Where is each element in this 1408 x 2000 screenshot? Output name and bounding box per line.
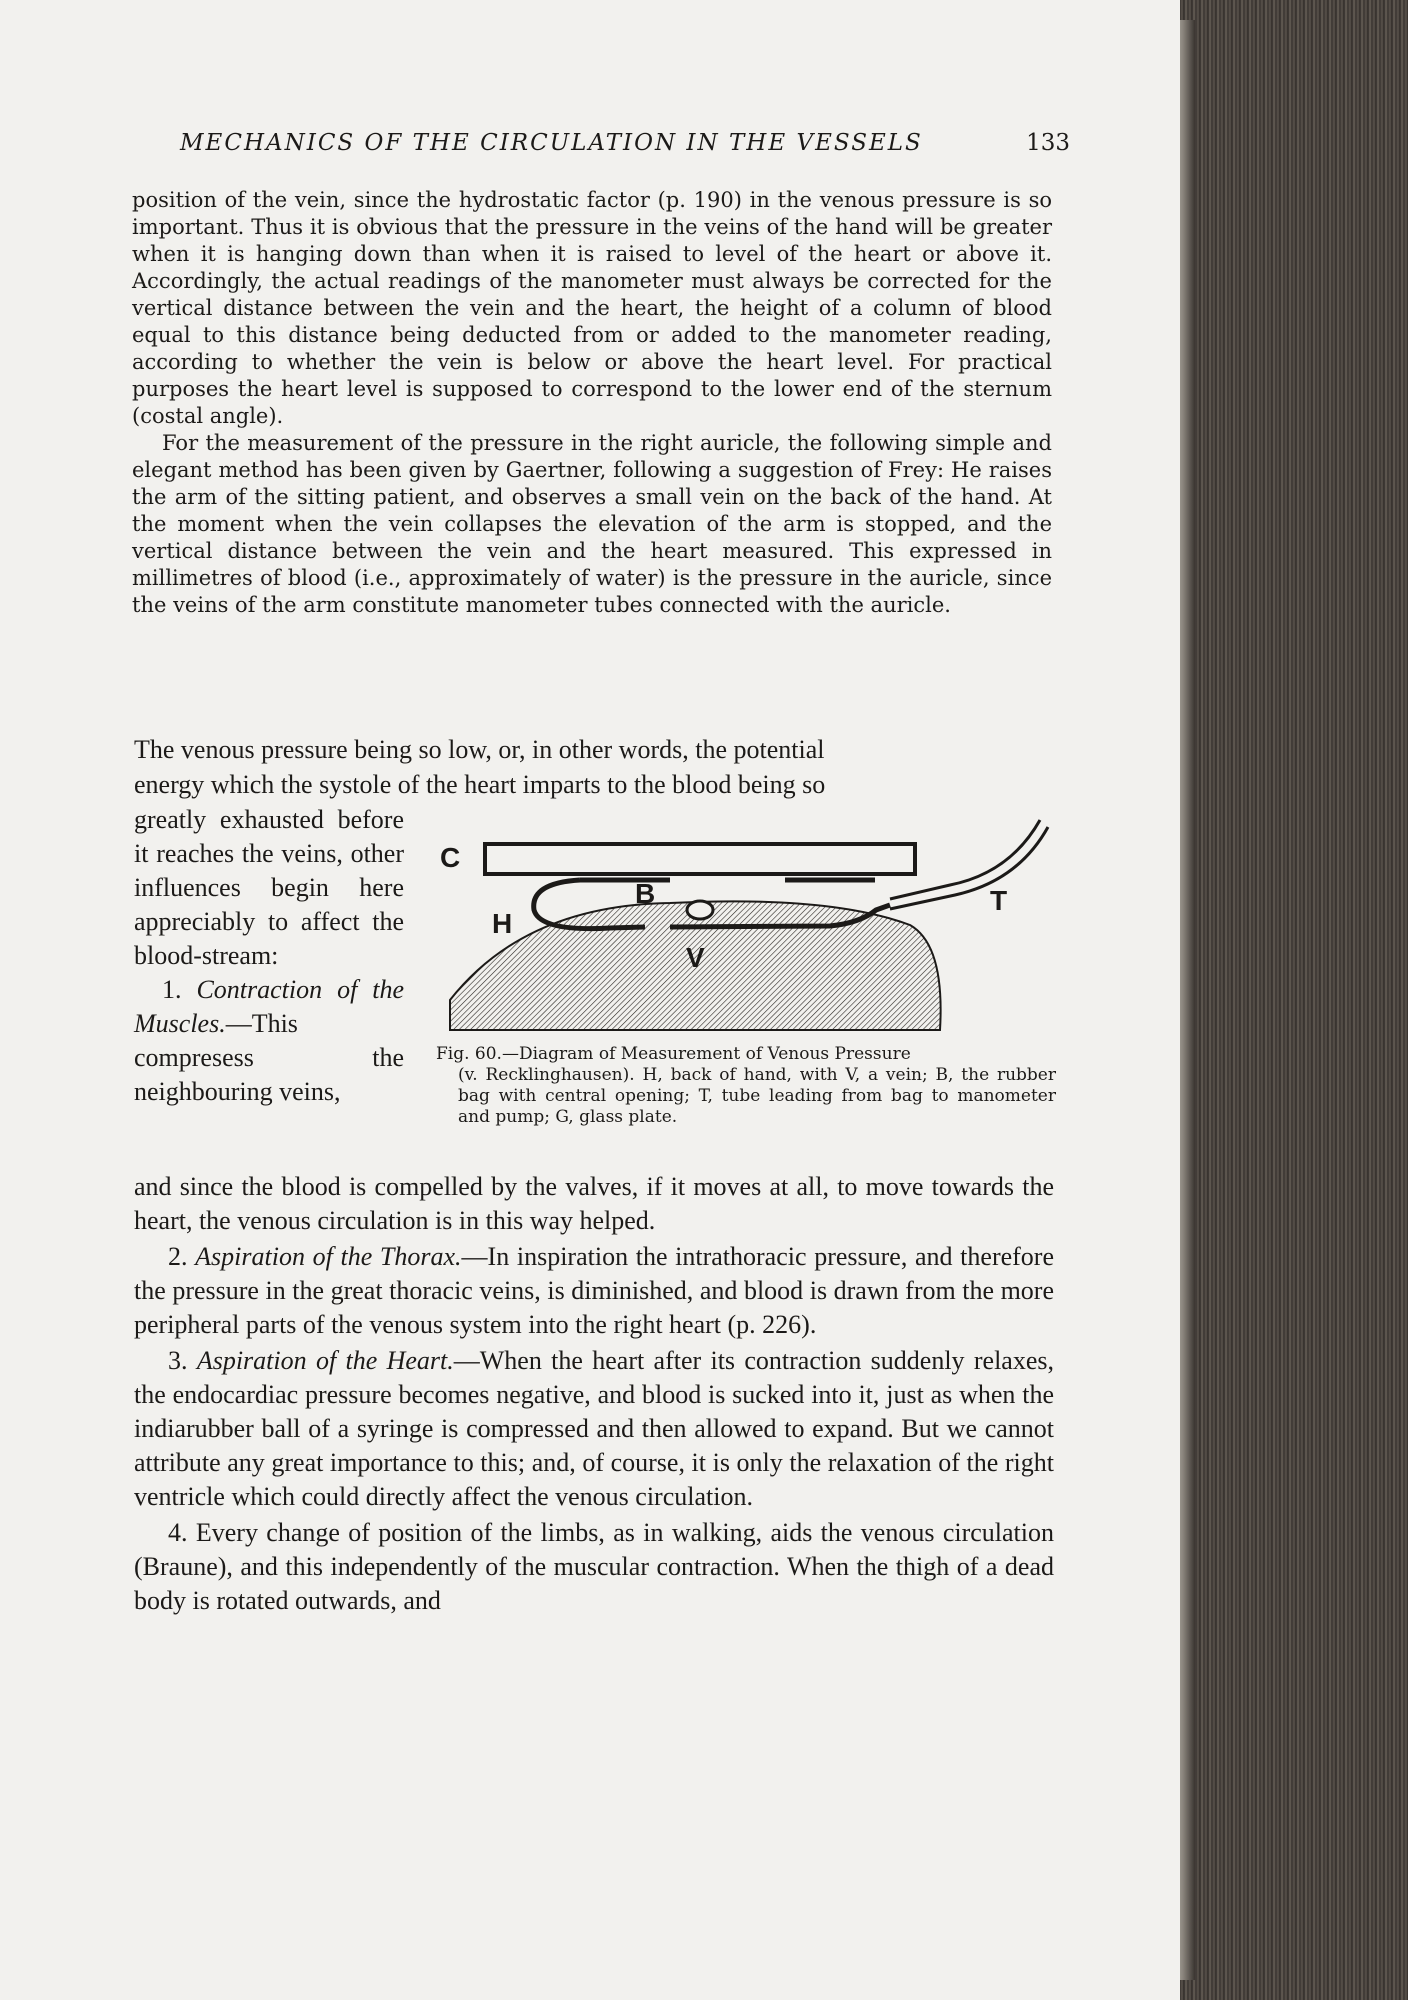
vein (687, 901, 713, 919)
list-item-4-number: 4. (168, 1518, 188, 1547)
list-item-4 (134, 1516, 1054, 1618)
running-head-title: MECHANICS OF THE CIRCULATION IN THE VESSELS (180, 130, 923, 156)
figure-diagram (430, 815, 1060, 1039)
figure-caption-rest: (v. Recklinghausen). H, back of hand, with V, a vein; B, the rubber bag with central opening; T, tube leading from bag to manometer and pump; G, glass plate. (458, 1065, 1056, 1127)
label-h: H (492, 908, 513, 939)
book-page-edges (1180, 0, 1408, 2000)
figure-caption-line-1: Fig. 60.—Diagram of Measurement of Venous Pressure (436, 1044, 911, 1064)
label-b: B (635, 878, 656, 909)
list-item-3-text: —When the heart after its contraction suddenly relaxes, the endocardiac pressure becomes negative, and blood is sucked into it, just as when the indiarubber ball of a syringe is compressed and then allowed to expand. But we cannot attribute any great importance to this; and, of course, it is only the relaxation of the right ventricle which could directly affect the venous circulation. (134, 1346, 1054, 1511)
running-head (180, 130, 1070, 156)
glass-plate (485, 844, 915, 874)
list-item-3 (134, 1344, 1054, 1514)
intro-line-1: The venous pressure being so low, or, in other words, the potential (134, 735, 825, 764)
list-item-1 (134, 973, 404, 1109)
page-number: 133 (1026, 130, 1070, 156)
small-print-block (132, 187, 1052, 619)
list-item-1-text: —This compresess the neighbouring veins, (134, 1009, 404, 1106)
narrow-column-text: greatly exhausted before it reaches the veins, other influences begin here appreciably to affect the blood-stream: (134, 805, 404, 970)
after-figure-text: and since the blood is compelled by the valves, if it moves at all, to move towards the heart, the venous circulation is in this way helped. (134, 1172, 1054, 1235)
narrow-column (134, 803, 404, 1109)
list-item-2-title: Aspiration of the Thorax. (195, 1242, 462, 1271)
small-paragraph-2: For the measurement of the pressure in the right auricle, the following simple and elegant method has been given by Gaertner, following a suggestion of Frey: He raises the arm of the sitting patient, and observes a small vein on the back of the hand. At the moment when the vein collapses the elevation of the arm is stopped, and the vertical distance between the vein and the heart measured. This expressed in millimetres of blood (i.e., approximately of water) is the pressure in the auricle, since the veins of the arm constitute manometer tubes connected with the auricle. (132, 431, 1052, 617)
list-item-2-text: —In inspiration the intrathoracic pressure, and therefore the pressure in the great thoracic veins, is diminished, and blood is drawn from the more peripheral parts of the venous system into the right heart (p. 226). (134, 1242, 1054, 1339)
label-t: T (990, 885, 1008, 916)
list-item-1-number: 1. (162, 975, 182, 1004)
figure-caption (436, 1044, 1056, 1128)
list-item-3-number: 3. (168, 1346, 188, 1375)
list-item-3-title: Aspiration of the Heart. (196, 1346, 454, 1375)
small-paragraph-1: position of the vein, since the hydrostatic factor (p. 190) in the venous pressure is so important. Thus it is obvious that the pressure in the veins of the hand will be greater when it is hanging down than when it is raised to level of the heart or above it. Accordingly, the actual readings of the manometer must always be corrected for the vertical distance between the vein and the heart, the height of a column of blood equal to this distance being deducted from or added to the manometer reading, according to whether the vein is below or above the heart level. For practical purposes the heart level is supposed to correspond to the lower end of the sternum (costal angle). (132, 188, 1052, 428)
label-v: V (686, 942, 705, 973)
list-item-1-title: Contraction of the Muscles. (134, 975, 404, 1038)
main-text-block (134, 1170, 1054, 1620)
label-c: C (440, 842, 461, 873)
intro-line-2: energy which the systole of the heart imparts to the blood being so (134, 770, 826, 799)
list-item-2 (134, 1240, 1054, 1342)
venous-pressure-diagram (430, 815, 1060, 1035)
list-item-4-text: Every change of position of the limbs, as in walking, aids the venous circulation (Braune), and this independently of the muscular contraction. When the thigh of a dead body is rotated outwards, and (134, 1518, 1054, 1615)
list-item-2-number: 2. (168, 1242, 188, 1271)
